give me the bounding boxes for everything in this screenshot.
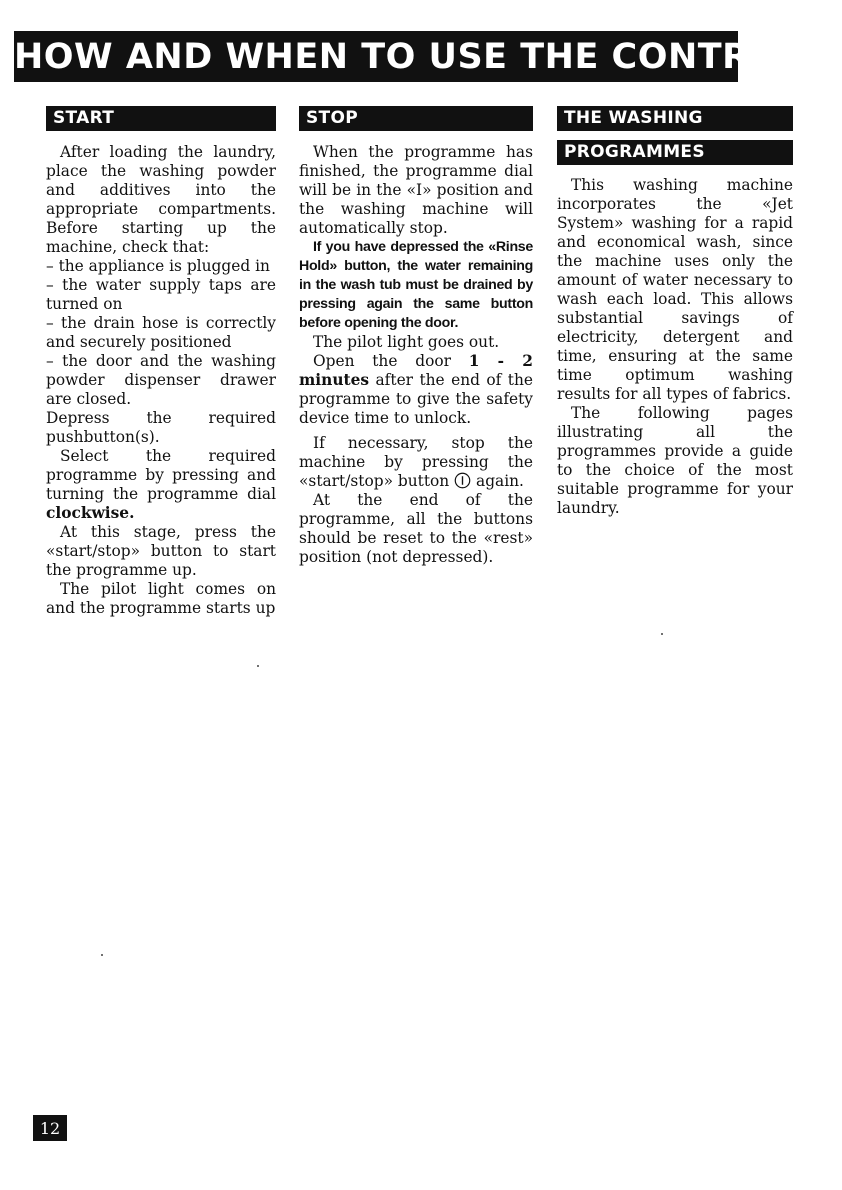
stop-manual-a: If necessary, stop the machine by pressing the «start/stop» button — [299, 434, 533, 490]
stop-manual — [299, 434, 533, 491]
start-heading: START — [46, 106, 276, 131]
scan-speck — [101, 954, 103, 956]
programmes-guide: The following pages illustrating all the programmes provide a guide to the choice of the most suitable programme for your laundry. — [557, 404, 793, 517]
programmes-jet-system: This washing machine incorporates the «Jet System» washing for a rapid and economical wash, since the machine uses only the amount of water necessary to wash each load. This allows substantial savings of electricity, detergent and time, ensuring at the same time optimum washing results for all types of fabrics. — [557, 176, 793, 403]
start-clockwise: clockwise. — [46, 504, 135, 522]
stop-open-door-b: after the end of the programme to give the safety device time to unlock. — [299, 371, 533, 427]
stop-open-door-a: Open the door — [313, 352, 469, 370]
stop-section — [299, 106, 533, 567]
programmes-body — [557, 176, 793, 518]
start-check-door: – the door and the washing powder dispenser drawer are closed. — [46, 352, 276, 408]
stop-open-door — [299, 352, 533, 428]
stop-rinse-hold-warning: If you have depressed the «Rinse Hold» button, the water remaining in the wash tub must be drained by pressing again the same button before opening the door. — [299, 239, 533, 331]
stop-heading: STOP — [299, 106, 533, 131]
page-number: 12 — [33, 1115, 67, 1141]
start-select — [46, 447, 276, 523]
stop-manual-b: again. — [471, 472, 524, 490]
power-button-icon — [454, 472, 471, 489]
start-check-plugged: – the appliance is plugged in — [46, 257, 270, 275]
programmes-heading-line1: THE WASHING — [557, 106, 793, 131]
start-body — [46, 143, 276, 618]
start-pilot: The pilot light comes on and the programme starts up — [46, 580, 276, 617]
scan-speck — [661, 633, 663, 635]
start-section — [46, 106, 276, 618]
start-intro: After loading the laundry, place the washing powder and additives into the appropriate compartments. Before starting up the machine, check that: — [46, 143, 276, 256]
stop-pilot-out: The pilot light goes out. — [313, 333, 500, 351]
start-press: At this stage, press the «start/stop» button to start the programme up. — [46, 523, 276, 579]
page-title: HOW AND WHEN TO USE THE CONTROLS — [14, 37, 829, 77]
stop-reset: At the end of the programme, all the buttons should be reset to the «rest» position (not depressed). — [299, 491, 533, 566]
stop-finished: When the programme has finished, the programme dial will be in the «I» position and the washing machine will automatically stop. — [299, 143, 533, 237]
stop-body — [299, 143, 533, 567]
start-check-taps: – the water supply taps are turned on — [46, 276, 276, 313]
stop-open-door-time: 1 - 2 minutes — [299, 352, 533, 389]
page-title-bar — [14, 31, 829, 82]
start-depress: Depress the required pushbutton(s). — [46, 409, 276, 446]
programmes-heading-line2: PROGRAMMES — [557, 140, 793, 165]
scan-speck — [257, 665, 259, 667]
start-select-text: Select the required programme by pressing and turning the programme dial — [46, 447, 276, 503]
start-check-hose: – the drain hose is correctly and securely positioned — [46, 314, 276, 351]
programmes-section — [557, 106, 793, 518]
